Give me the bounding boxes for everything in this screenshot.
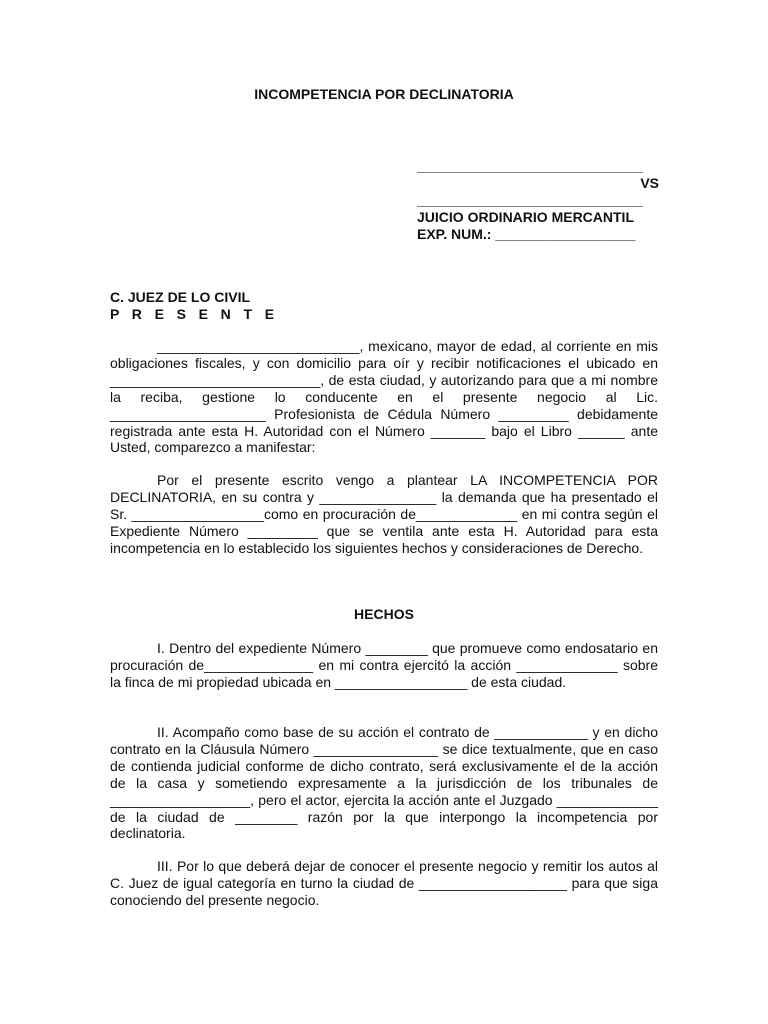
- addressee-judge: C. JUEZ DE LO CIVIL: [110, 289, 251, 305]
- hecho-1: I. Dentro del expediente Número ________ que promueve como endosatario en procuración de______________ en mi contra ejercitó la acción _____________ sobre la finca de mi propiedad ubicada en _________________ de esta ciudad.: [110, 640, 658, 690]
- case-caption: [417, 158, 659, 243]
- file-number: EXP. NUM.: __________________: [417, 226, 636, 242]
- addressee-presente: P R E S E N T E: [110, 306, 279, 322]
- plea-paragraph: Por el presente escrito vengo a plantear LA INCOMPETENCIA POR DECLINATORIA, en su contra y _______________ la demanda que ha presentado el Sr. _________________como en procuración de_____________ en mi contra según el Expediente Número _________ que se ventila ante esta H. Autoridad para esta incompetencia en lo establecido los siguientes hechos y consideraciones de Derecho.: [110, 472, 658, 556]
- trial-type: JUICIO ORDINARIO MERCANTIL: [417, 209, 634, 225]
- hechos-heading: HECHOS: [354, 606, 414, 622]
- party-blank-2: _____________________________: [417, 192, 643, 208]
- versus-label: VS: [640, 175, 659, 191]
- hecho-3: III. Por lo que deberá dejar de conocer el presente negocio y remitir los autos al C. Juez de igual categoría en turno la ciudad de ___________________ para que siga conociendo del presente negocio.: [110, 858, 658, 908]
- document-title: INCOMPETENCIA POR DECLINATORIA: [254, 86, 514, 102]
- party-blank-1: _____________________________: [417, 158, 643, 174]
- intro-paragraph: __________________________, mexicano, mayor de edad, al corriente en mis obligaciones fiscales, y con domicilio para oír y recibir notificaciones el ubicado en ___________________________, de esta ciudad, y autorizando para que a mi nombre la reciba, gestione lo conducente en el presente negocio al Lic. ____________________ Profesionista de Cédula Número _________ debidamente registrada ante esta H. Autoridad con el Número _______ bajo el Libro ______ ante Usted, comparezco a manifestar:: [110, 338, 658, 456]
- hecho-2: II. Acompaño como base de su acción el contrato de ____________ y en dicho contrato en la Cláusula Número ________________ se dice textualmente, que en caso de contienda judicial conforme de dicho contrato, será exclusivamente el de la acción de la casa y sometiendo expresamente a la jurisdicción de los tribunales de __________________, pero el actor, ejercita la acción ante el Juzgado _____________ de la ciudad de ________ razón por la que interpongo la incompetencia por declinatoria.: [110, 724, 658, 842]
- addressee-block: [110, 289, 278, 323]
